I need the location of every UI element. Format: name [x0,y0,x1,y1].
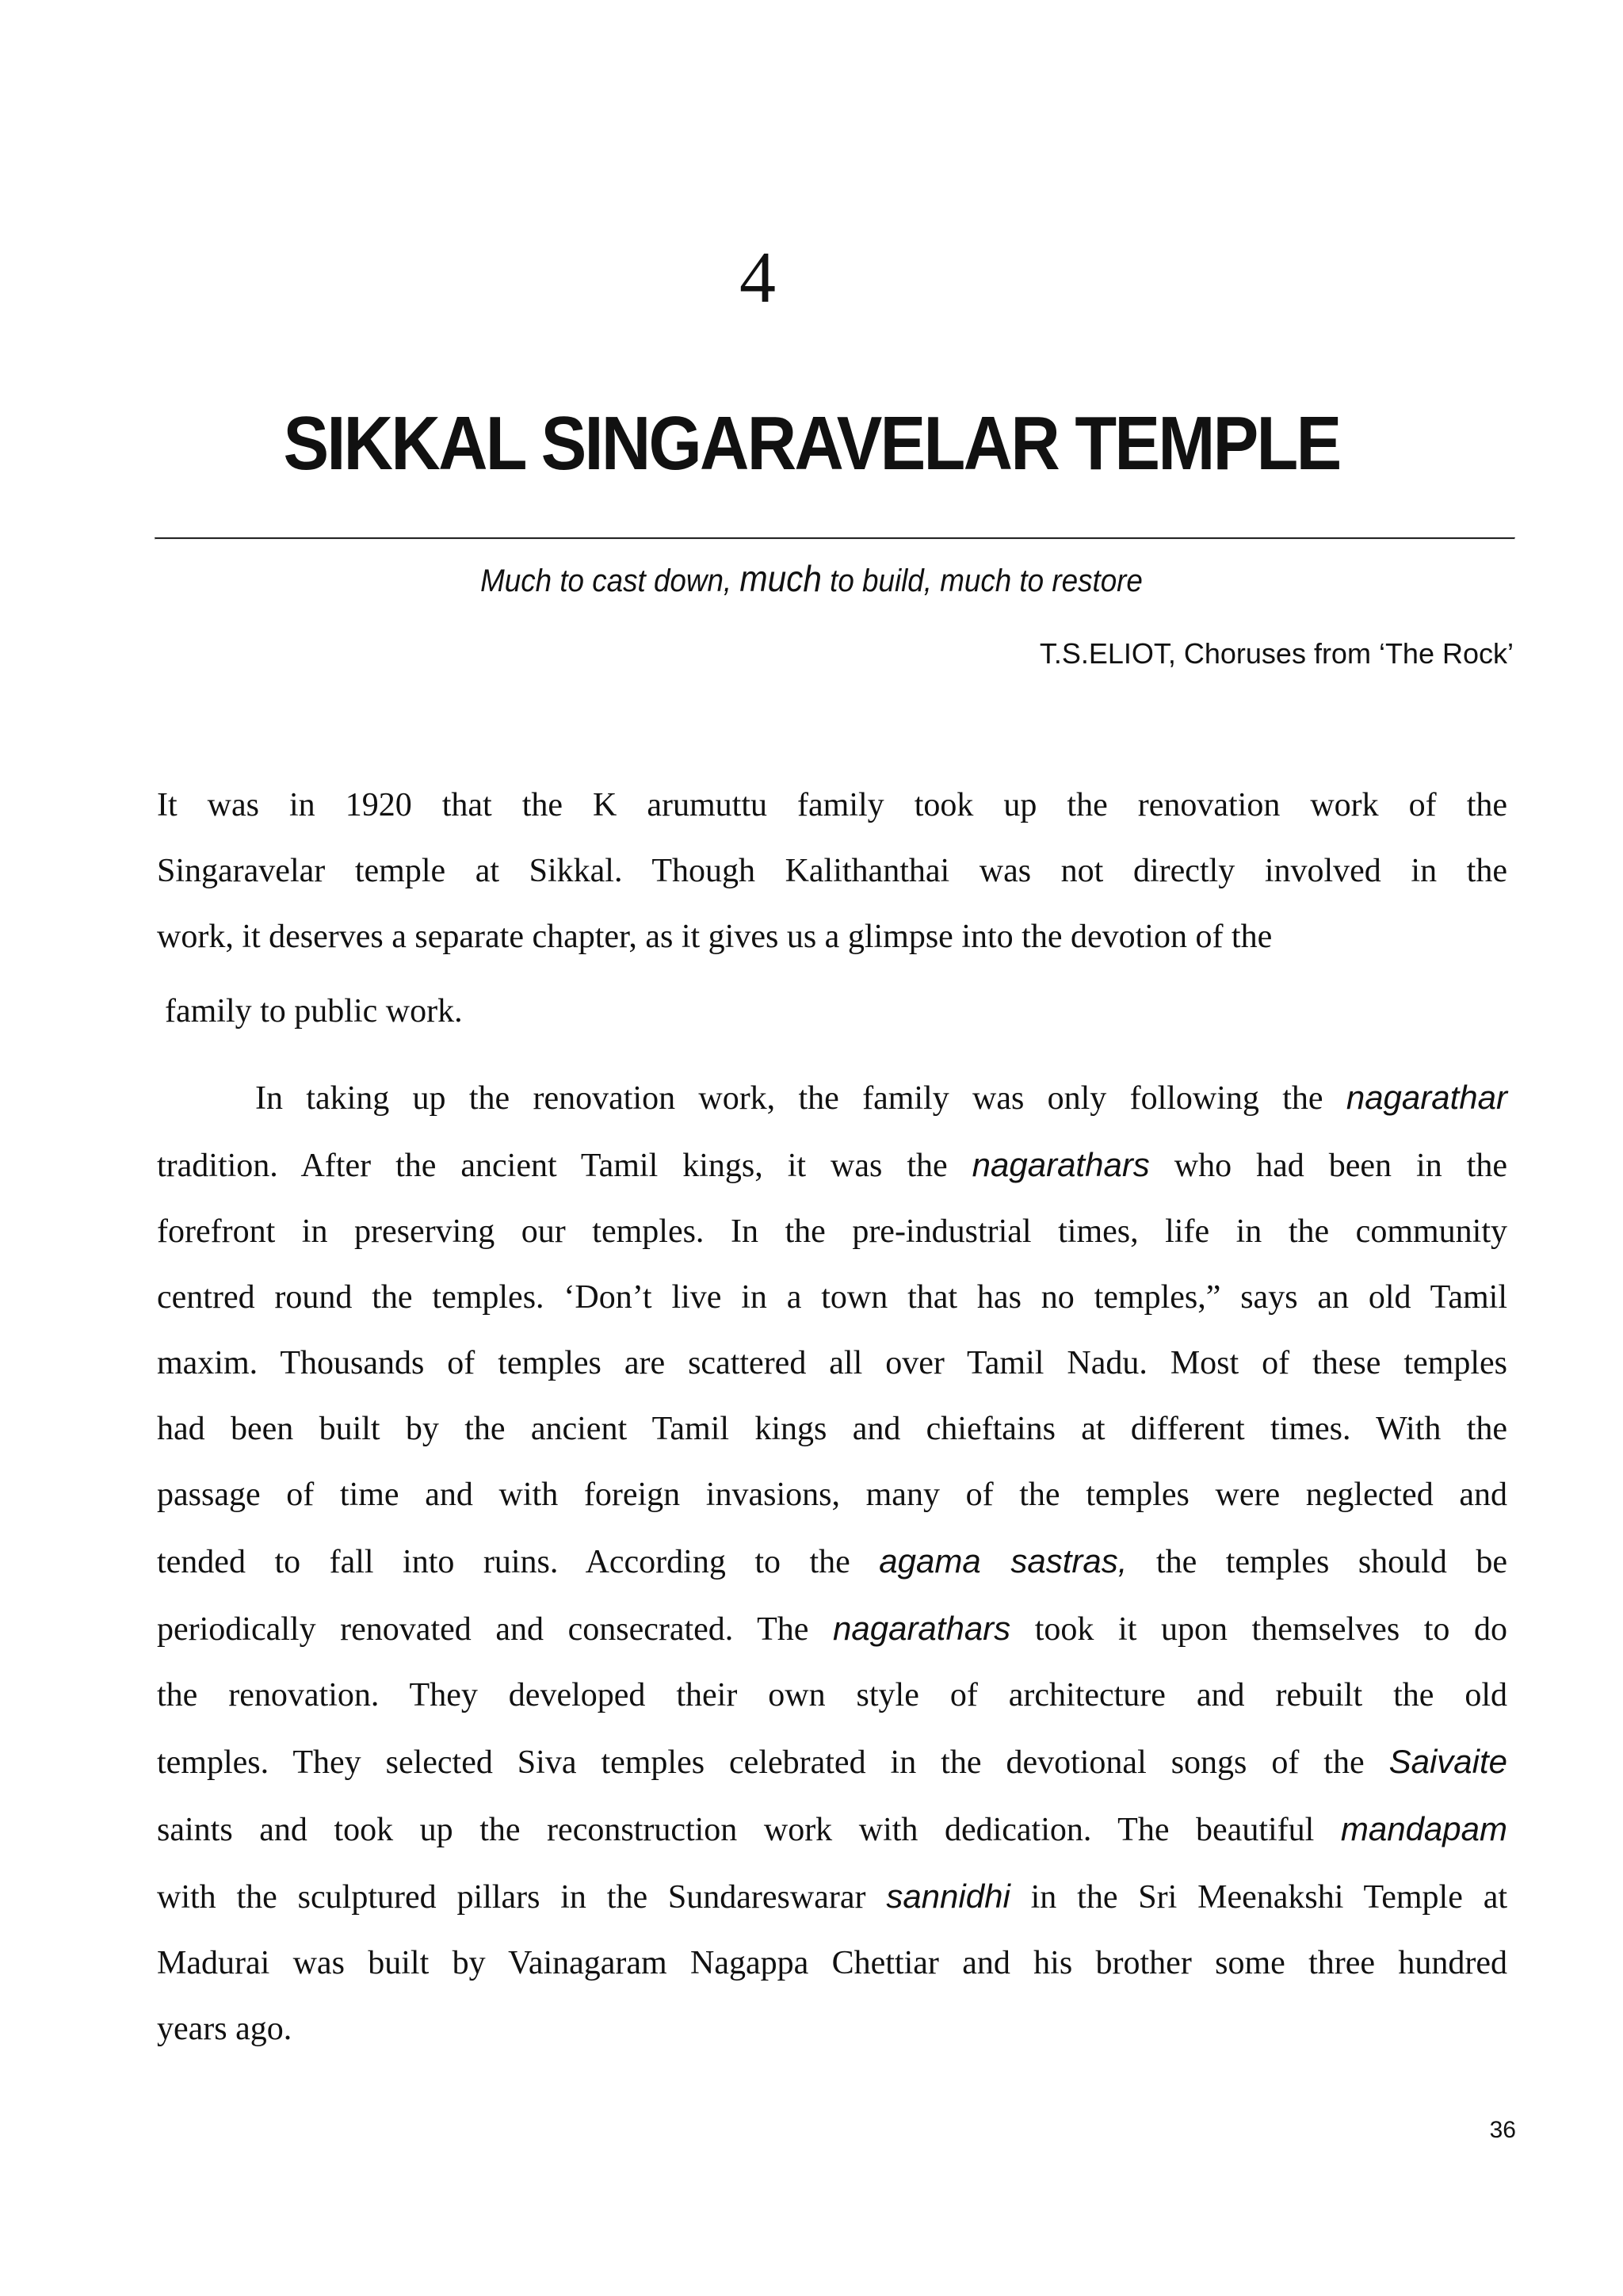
epigraph-attribution: T.S.ELIOT, Choruses from ‘The Rock’ [1039,637,1514,670]
text-run: the temples should be [1127,1544,1507,1580]
term-saivaite: Saivaite [1388,1743,1507,1780]
paragraph-2-line: centred round the temples. ‘Don’t live in a town that has no temples,” says an old Tamil [157,1279,1507,1316]
title-divider [155,537,1515,540]
text-run: tradition. After the ancient Tamil kings, it was the [157,1148,972,1184]
epigraph-quote [65,555,1558,605]
paragraph-2-line: Madurai was built by Vainagaram Nagappa Chettiar and his brother some three hundred [157,1945,1507,1981]
chapter-title: SIKKAL SINGARAVELAR TEMPLE [283,401,1340,486]
paragraph-2-line: had been built by the ancient Tamil kings and chieftains at different times. With the [157,1411,1507,1447]
paragraph-2-line [157,1528,1507,1595]
paragraph-2-line [157,1132,1507,1199]
paragraph-2-line [157,1595,1507,1663]
paragraph-2-line: maxim. Thousands of temples are scattered all over Tamil Nadu. Most of these temples [157,1345,1507,1381]
term-nagarathars: nagarathars [972,1146,1150,1183]
epigraph-part1: Much to cast down, [480,563,740,598]
paragraph-2-line: years ago. [157,2011,292,2047]
paragraph-2-line: forefront in preserving our temples. In the pre-industrial times, life in the community [157,1213,1507,1250]
term-mandapam: mandapam [1340,1810,1507,1847]
paragraph-2-line [157,1863,1507,1931]
paragraph-1-line: work, it deserves a separate chapter, as it gives us a glimpse into the devotion of the [157,919,1273,955]
text-run: periodically renovated and consecrated. The [157,1611,834,1648]
paragraph-1-line: Singaravelar temple at Sikkal. Though Kalithanthai was not directly involved in the [157,853,1507,889]
text-run: in the Sri Meenakshi Temple at [1010,1879,1508,1916]
text-run: tended to fall into ruins. According to the [157,1544,880,1580]
text-run: temples. They selected Siva temples celebrated in the devotional songs of the [157,1744,1389,1781]
text-run: who had been in the [1149,1148,1507,1184]
epigraph-emphasis: much [739,558,822,599]
term-sannidhi: sannidhi [886,1878,1010,1915]
term-nagarathar: nagarathar [1346,1079,1507,1116]
paragraph-2 [157,1064,1507,2062]
term-agama-sastras: agama sastras, [879,1542,1128,1580]
text-run: with the sculptured pillars in the Sundareswarar [157,1879,887,1916]
text-run: took it upon themselves to do [1010,1611,1508,1648]
paragraph-2-line [157,1729,1507,1796]
paragraph-2-line [157,1796,1507,1863]
paragraph-1-line: family to public work. [165,993,463,1030]
paragraph-1 [157,773,1507,1045]
chapter-number: 4 [739,237,776,318]
paragraph-1-line: It was in 1920 that the K arumuttu family took up the renovation work of the [157,787,1507,823]
term-nagarathars: nagarathars [833,1610,1011,1647]
text-run: In taking up the renovation work, the family was only following the [255,1080,1346,1117]
page-number: 36 [1489,2117,1516,2143]
paragraph-2-line: the renovation. They developed their own style of architecture and rebuilt the old [157,1677,1507,1713]
paragraph-2-line [157,1064,1507,1132]
text-run: saints and took up the reconstruction work with dedication. The beautiful [157,1812,1341,1848]
epigraph-part2: to build, much to restore [821,563,1143,598]
paragraph-2-line: passage of time and with foreign invasions, many of the temples were neglected and [157,1477,1507,1513]
